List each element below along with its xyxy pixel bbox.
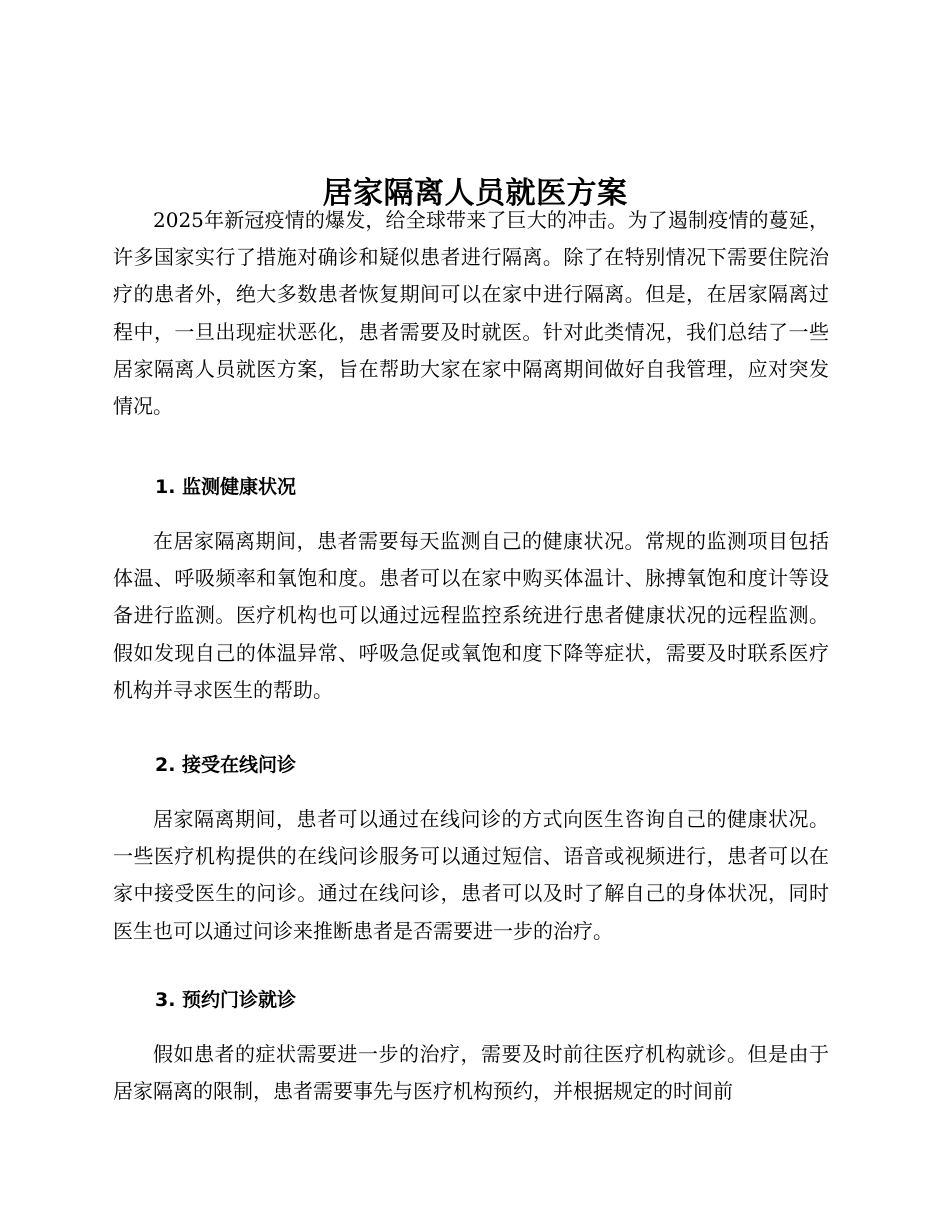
section-heading-online-consultation: 2. 接受在线问诊 <box>155 754 297 776</box>
document-title: 居家隔离人员就医方案 <box>322 176 628 212</box>
section-body-monitor-health: 在居家隔离期间，患者需要每天监测自己的健康状况。常规的监测项目包括体温、呼吸频率和氧饱和度。患者可以在家中购买体温计、脉搏氧饱和度计等设备进行监测。医疗机构也可以通过远程监控系统进行患者健康状况的远程监测。假如发现自己的体温异常、呼吸急促或氧饱和度下降等症状，需要及时联系医疗机构并寻求医生的帮助。 <box>113 529 829 702</box>
section-heading-outpatient-appointment: 3. 预约门诊就诊 <box>155 989 297 1011</box>
section-body-online-consultation: 居家隔离期间，患者可以通过在线问诊的方式向医生咨询自己的健康状况。一些医疗机构提供的在线问诊服务可以通过短信、语音或视频进行，患者可以在家中接受医生的问诊。通过在线问诊，患者可以及时了解自己的身体状况，同时医生也可以通过问诊来推断患者是否需要进一步的治疗。 <box>113 807 829 943</box>
section-body-outpatient-appointment: 假如患者的症状需要进一步的治疗，需要及时前往医疗机构就诊。但是由于居家隔离的限制，患者需要事先与医疗机构预约，并根据规定的时间前 <box>113 1042 829 1104</box>
section-heading-monitor-health: 1. 监测健康状况 <box>155 476 297 498</box>
intro-paragraph: 2025年新冠疫情的爆发，给全球带来了巨大的冲击。为了遏制疫情的蔓延，许多国家实行了措施对确诊和疑似患者进行隔离。除了在特别情况下需要住院治疗的患者外，绝大多数患者恢复期间可以在家中进行隔离。但是，在居家隔离过程中，一旦出现症状恶化，患者需要及时就医。针对此类情况，我们总结了一些居家隔离人员就医方案，旨在帮助大家在家中隔离期间做好自我管理，应对突发情况。 <box>113 208 829 419</box>
